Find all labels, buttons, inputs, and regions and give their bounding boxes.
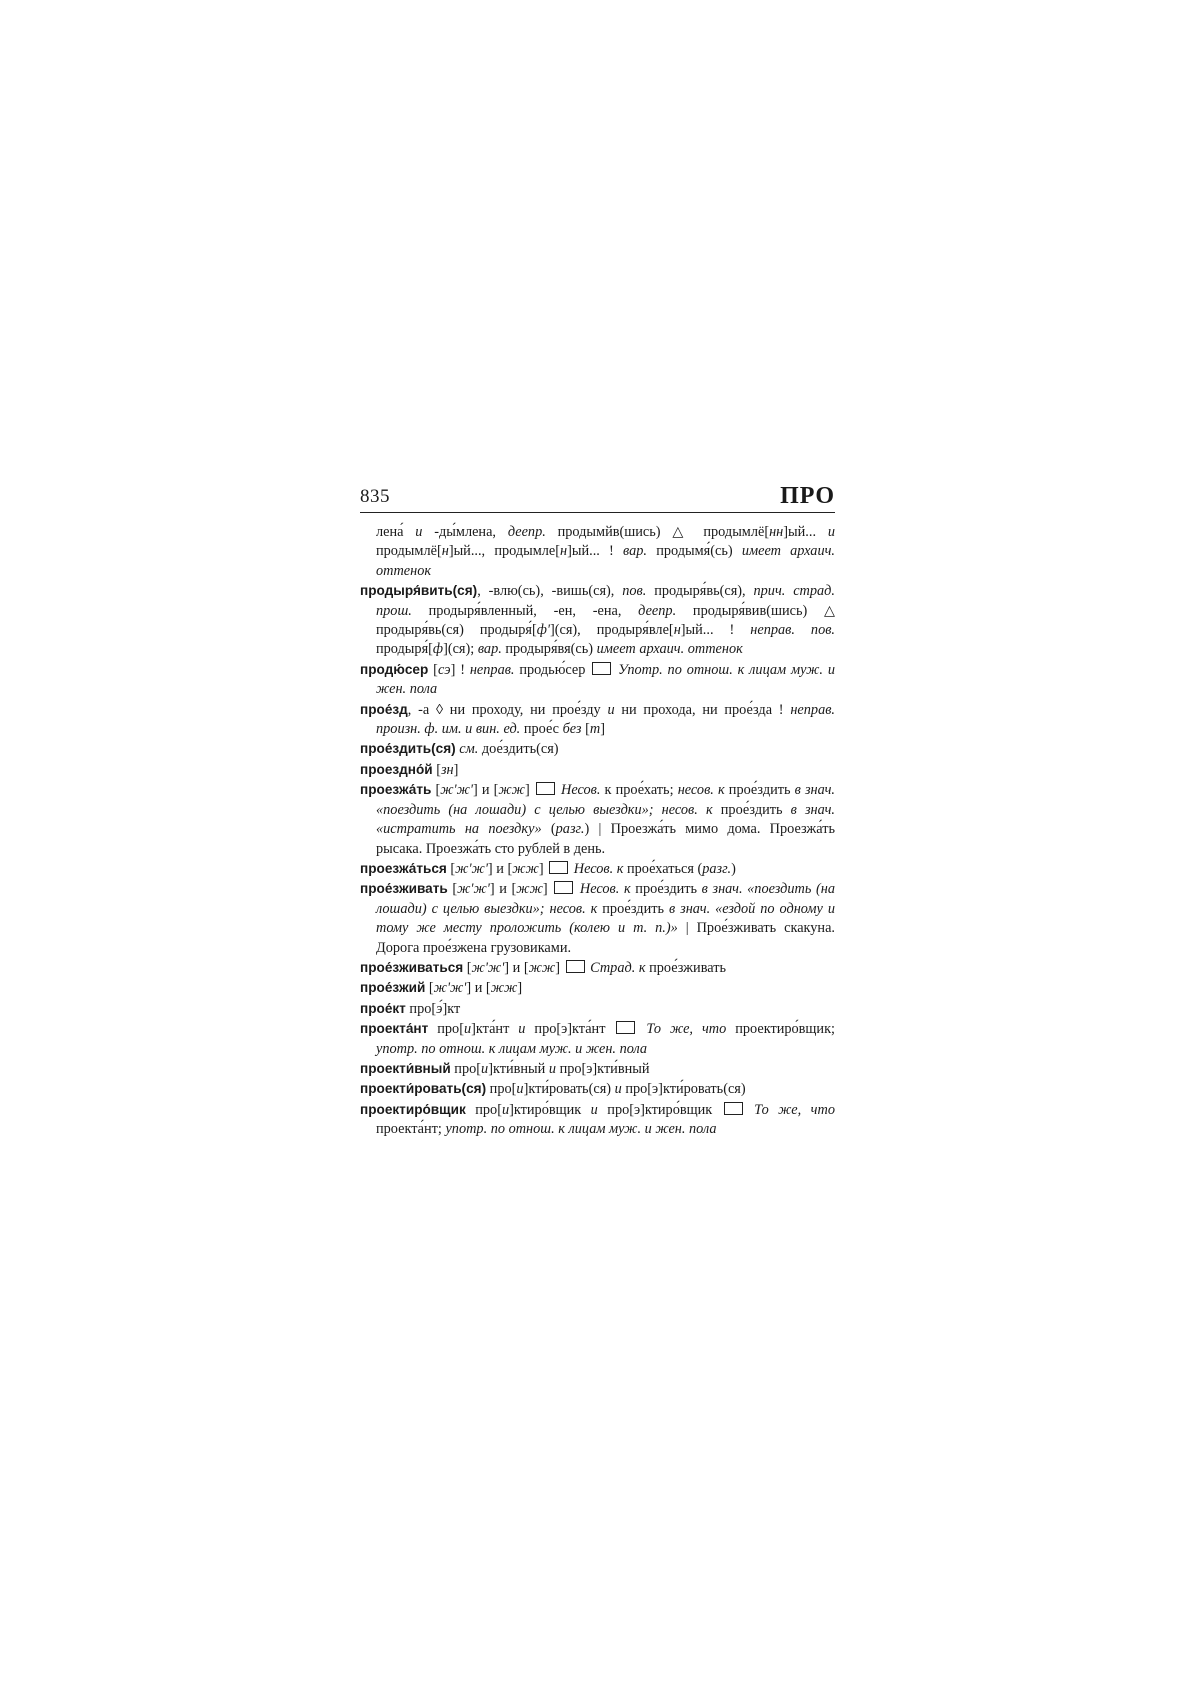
italic-note: То же, что <box>744 1101 835 1118</box>
italic-note: т <box>589 721 601 738</box>
italic-note: и <box>463 1021 472 1038</box>
italic-note: ж'ж' <box>457 881 490 898</box>
entry-text: про[ <box>486 1081 517 1098</box>
entry-text: ] и [ <box>487 860 513 877</box>
headword: проекта́нт <box>360 1021 429 1037</box>
entry-text: продью́сер <box>514 661 591 678</box>
header-rule <box>360 512 835 513</box>
entry-text: продыря́вленный, -ен, -ена, <box>411 602 639 619</box>
entry-text: про[ <box>405 1000 437 1017</box>
italic-note: имеет архаич. оттенок <box>596 641 743 658</box>
dictionary-entry <box>360 879 835 958</box>
dictionary-entry <box>360 581 835 660</box>
entry-text: про[э]кти́вный <box>556 1060 650 1077</box>
entry-text: [ <box>447 881 458 898</box>
entry-text: ]ый... ! <box>567 543 624 560</box>
italic-note: вар. <box>477 641 502 658</box>
italic-note: неправ. пов. <box>750 622 835 639</box>
italic-note: неправ. <box>469 661 515 678</box>
entry-text: ] ! <box>450 661 470 678</box>
entry-text: ] и [ <box>466 980 491 997</box>
dictionary-entry <box>360 523 835 581</box>
italic-note: и <box>827 524 835 540</box>
entry-text: [ <box>581 721 590 738</box>
entry-text: лена́ <box>376 524 416 540</box>
italic-note: н <box>673 622 681 639</box>
entry-text: прое́здить <box>724 782 795 799</box>
dictionary-entry <box>360 780 835 859</box>
entry-text: про[ <box>428 1021 464 1038</box>
italic-note: и <box>518 1021 526 1038</box>
entry-text: ]ый..., продымле[ <box>448 543 561 560</box>
entry-text: ] <box>453 761 459 778</box>
entry-text: ]кт <box>442 1000 461 1017</box>
italic-note: н <box>441 543 449 560</box>
entry-text: прое́здить <box>597 900 669 917</box>
headword: проездно́й <box>360 761 433 777</box>
italic-note: имеет архаич. оттенок <box>376 543 835 579</box>
italic-note: жж <box>498 782 525 799</box>
italic-note: без <box>562 721 582 738</box>
dictionary-entry <box>360 1100 835 1140</box>
dictionary-entry <box>360 958 835 978</box>
italic-note: и <box>516 1081 524 1098</box>
entry-text: ]кти́вный <box>488 1060 549 1077</box>
entry-text: проекта́нт; <box>376 1121 446 1138</box>
headword: продыря́вить(ся) <box>360 583 478 599</box>
italic-note: и <box>590 1101 598 1118</box>
italic-note: зн <box>440 761 454 778</box>
dictionary-entry <box>360 1019 835 1059</box>
entry-text: продымйв(шись) △ продымлё[ <box>545 524 770 540</box>
entry-text: [ <box>425 980 434 997</box>
entry-text: ( <box>541 821 556 838</box>
dictionary-entry <box>360 978 835 998</box>
entry-text: ] <box>538 860 548 877</box>
italic-note: пов. <box>622 583 647 600</box>
entry-text: продымя́(сь) <box>647 543 742 560</box>
italic-note: разг. <box>702 860 732 877</box>
italic-note: э́ <box>436 1000 443 1017</box>
italic-note: употр. по отнош. к лицам муж. и жен. пола <box>445 1121 717 1138</box>
italic-note: ж'ж' <box>440 782 473 799</box>
headword: продю́сер <box>360 661 429 677</box>
page-header <box>360 480 835 510</box>
entry-text: ] и [ <box>472 782 499 799</box>
entry-text: ](ся), продыря́вле[ <box>549 622 674 639</box>
italic-note: ж'ж' <box>433 980 467 997</box>
headword: прое́зд <box>360 701 408 717</box>
italic-note: в знач. «поездить (на лошади) с целью выездки»; несов. к <box>376 881 835 917</box>
headword: прое́здить(ся) <box>360 741 456 757</box>
entry-text: ]ктиро́вщик <box>509 1101 591 1118</box>
dictionary-entry <box>360 1059 835 1079</box>
entry-text: к прое́хать; <box>600 782 678 799</box>
entry-text: ] <box>600 721 605 738</box>
entry-text: [ <box>463 959 472 976</box>
dictionary-entry <box>360 859 835 879</box>
entry-text: прое́с <box>520 721 563 738</box>
entry-text: ) <box>731 860 736 877</box>
entry-text: продыря́[ <box>376 641 433 658</box>
entry-text: -ды́млена, <box>422 524 508 540</box>
headword: проектиро́вщик <box>360 1101 466 1117</box>
italic-note: в знач. «ездой по одному и тому же месту проложить (колею и т. п.)» <box>376 900 835 937</box>
italic-note: употр. по отнош. к лицам муж. и жен. пола <box>376 1040 648 1057</box>
dictionary-entry <box>360 660 835 700</box>
square-box-icon <box>616 1021 635 1034</box>
running-head: ПРО <box>780 483 835 509</box>
entry-text: , -влю(сь), -вишь(ся), <box>477 583 623 600</box>
entry-text: про[ <box>450 1060 482 1077</box>
italic-note: ж'ж' <box>471 959 505 976</box>
dictionary-page <box>360 480 835 1140</box>
entry-text: [ <box>428 661 438 678</box>
entry-text: продымлё[ <box>376 543 442 560</box>
italic-note: вар. <box>623 543 648 560</box>
square-box-icon <box>549 861 568 874</box>
entry-text: ](ся); <box>443 641 478 658</box>
entry-text: прое́здить <box>630 881 702 898</box>
entry-text: продыря́вь(ся), <box>646 583 754 600</box>
italic-note: жж <box>516 881 543 898</box>
entry-text: про[ <box>465 1101 502 1118</box>
entry-text: ] и [ <box>504 959 529 976</box>
italic-note: Страд. к <box>586 959 646 976</box>
italic-note: и <box>501 1101 510 1118</box>
italic-note: несов. к <box>677 782 725 799</box>
entry-text: прое́зживать <box>645 959 727 976</box>
entry-text: ] <box>542 881 553 898</box>
italic-note: ф' <box>536 622 550 639</box>
entry-text: ] <box>517 980 523 997</box>
dictionary-entry <box>360 739 835 759</box>
entry-text: дое́здить(ся) <box>478 741 559 758</box>
italic-note: в знач. «истратить на поездку» <box>376 801 835 838</box>
italic-note: жж <box>490 980 518 997</box>
entry-text: прое́здить <box>712 801 791 818</box>
entry-text: ни прохода, ни прое́зда ! <box>614 701 791 718</box>
entry-text: | Прое́зживать скакуна. Дорога прое́зжена грузовиками. <box>376 920 835 956</box>
square-box-icon <box>592 662 611 675</box>
dictionary-entry <box>360 1079 835 1099</box>
italic-note: То же, что <box>637 1021 727 1038</box>
italic-note: деепр. <box>507 524 546 540</box>
italic-note: Несов. к <box>570 860 624 877</box>
italic-note: Несов. <box>556 782 601 799</box>
entry-text: ) | Проезжа́ть мимо дома. Проезжа́ть рысака. Проезжа́ть сто рублей в день. <box>376 821 836 857</box>
italic-note: жж <box>512 860 539 877</box>
page-number: 835 <box>360 486 390 507</box>
italic-note: сэ <box>437 661 451 678</box>
square-box-icon <box>566 960 585 973</box>
entry-text: ]кти́ровать(ся) <box>523 1081 615 1098</box>
italic-note: разг. <box>555 821 585 838</box>
dictionary-entry <box>360 760 835 780</box>
entry-text: ] <box>555 959 564 976</box>
italic-note: деепр. <box>638 602 677 619</box>
dictionary-entry <box>360 999 835 1019</box>
dictionary-entries <box>360 523 835 1140</box>
entry-text: [ <box>446 860 456 877</box>
italic-note: жж <box>528 959 556 976</box>
entry-text: ] и [ <box>489 881 517 898</box>
headword: прое́зживать <box>360 881 448 897</box>
entry-text: продыря́вя(сь) <box>501 641 597 658</box>
italic-note: прич. страд. прош. <box>376 583 835 619</box>
entry-text: ] <box>524 782 534 799</box>
italic-note: Несов. к <box>575 881 631 898</box>
italic-note: неправ. произн. ф. им. и вин. ед. <box>376 701 836 738</box>
square-box-icon <box>554 881 573 894</box>
square-box-icon <box>724 1102 743 1115</box>
italic-note: и <box>481 1060 489 1077</box>
entry-text: [ <box>432 761 441 778</box>
entry-text: проектиро́вщик; <box>726 1021 835 1038</box>
italic-note: в знач. «поездить (на лошади) с целью выездки»; несов. к <box>376 782 836 818</box>
entry-text: продыря́вив(шись) △ продыря́вь(ся) продыря́[ <box>376 602 836 639</box>
headword: прое́зживаться <box>360 959 464 975</box>
italic-note: и <box>614 1081 622 1098</box>
entry-text: [ <box>431 782 441 799</box>
headword: прое́кт <box>360 1000 406 1016</box>
headword: проезжа́ться <box>360 860 447 876</box>
italic-note: нн <box>769 524 784 540</box>
entry-text: , -а ◊ ни проходу, ни прое́зду <box>407 701 608 718</box>
entry-text: прое́хаться ( <box>623 860 703 877</box>
italic-note: и <box>548 1060 556 1077</box>
italic-note: и <box>607 701 615 718</box>
entry-text: ]ый... ! <box>680 622 751 639</box>
italic-note: Употр. по отнош. к лицам муж. и жен. пола <box>376 661 836 698</box>
entry-text: ]ый... <box>783 524 828 540</box>
entry-text: про[э]ктиро́вщик <box>597 1101 722 1118</box>
italic-note: см. <box>459 741 479 758</box>
headword: прое́зжий <box>360 980 426 996</box>
entry-text: про[э]кти́ровать(ся) <box>621 1081 746 1098</box>
headword: проекти́ровать(ся) <box>360 1081 487 1097</box>
italic-note: ж'ж' <box>455 860 488 877</box>
entry-text: ]кта́нт <box>471 1021 519 1038</box>
square-box-icon <box>536 782 555 795</box>
italic-note: и <box>415 524 423 540</box>
entry-text: про[э]кта́нт <box>525 1021 615 1038</box>
headword: проекти́вный <box>360 1060 451 1076</box>
headword: проезжа́ть <box>360 782 432 798</box>
italic-note: н <box>560 543 568 560</box>
italic-note: ф <box>432 641 444 658</box>
dictionary-entry <box>360 700 835 740</box>
